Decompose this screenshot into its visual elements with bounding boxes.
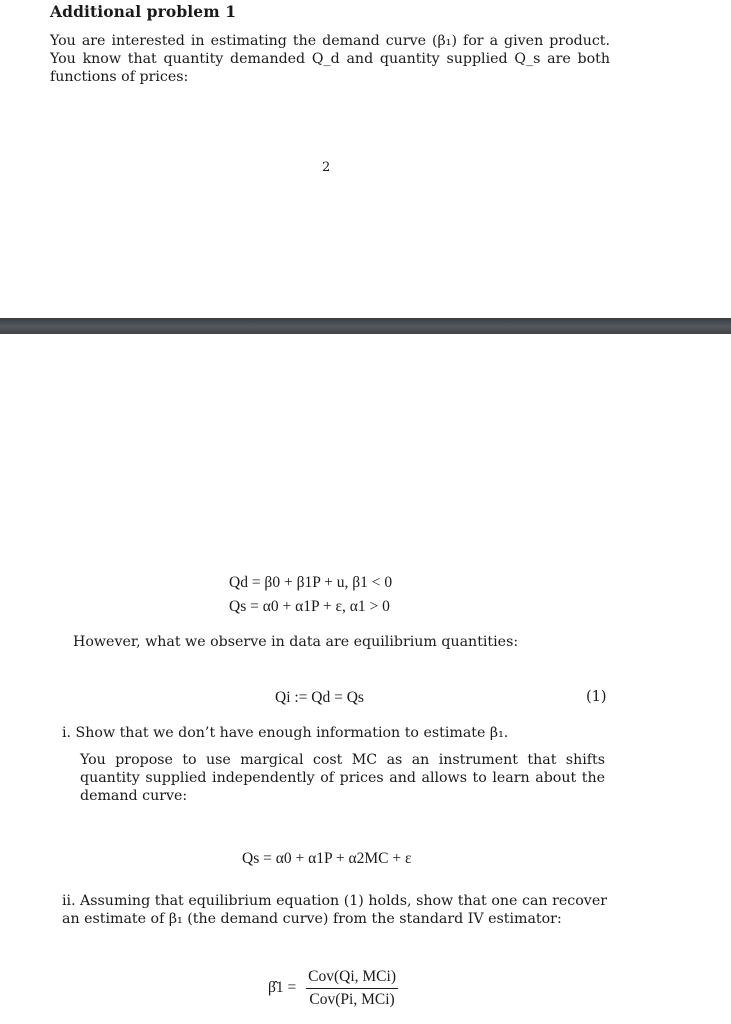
equation-number: (1) <box>586 689 607 705</box>
iv-denominator: Cov(Pi, MCi) <box>309 991 395 1008</box>
equilibrium-equation: Qi := Qd = Qs <box>275 689 364 706</box>
page-gap <box>0 318 731 334</box>
item-ii-label: ii. <box>62 893 76 909</box>
iv-fraction <box>306 968 398 1009</box>
item-i: i. Show that we don’t have enough information to estimate β₁. <box>62 725 509 741</box>
intro-paragraph: You are interested in estimating the demand curve (β₁) for a given product. You know that quantity demanded Q_d and quantity supplied Q_s are both functions of prices: <box>50 33 610 85</box>
item-ii-text: Assuming that equilibrium equation (1) holds, show that one can recover an estimate of β₁ (the demand curve) from the standard IV estimator: <box>62 893 607 927</box>
iv-numerator: Cov(Qi, MCi) <box>306 968 398 989</box>
problem-title: Additional problem 1 <box>50 2 237 21</box>
demand-equation: Qd = β0 + β1P + u, β1 < 0 <box>229 574 393 591</box>
iv-lhs: β̂1 = <box>268 979 297 997</box>
iv-estimator <box>268 968 398 1009</box>
instrument-paragraph: You propose to use margical cost MC as an instrument that shifts quantity supplied independently of prices and allows to learn about the demand curve: <box>80 752 605 804</box>
supply-iv-equation: Qs = α0 + α1P + α2MC + ε <box>242 850 412 867</box>
observe-text: However, what we observe in data are equilibrium quantities: <box>73 634 519 650</box>
page-number: 2 <box>322 160 331 175</box>
item-ii <box>62 892 607 928</box>
supply-equation: Qs = α0 + α1P + ε, α1 > 0 <box>229 598 390 615</box>
